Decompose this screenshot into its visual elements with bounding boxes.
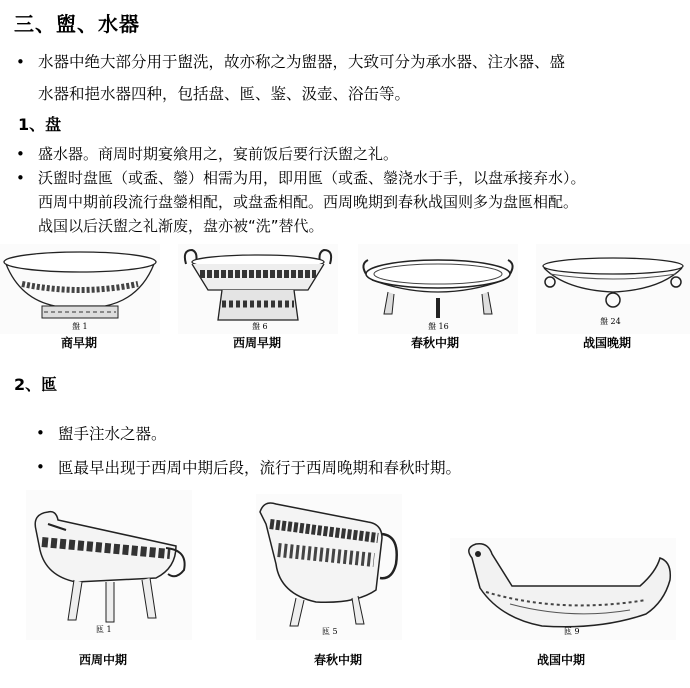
- figure-label: 盤 24: [600, 317, 621, 326]
- yi-heading: 2、匜: [14, 375, 58, 394]
- yi-bullet-1: 盥手注水之器。: [58, 425, 167, 443]
- pan-figure-2: [178, 244, 338, 334]
- yi-caption-1: 西周中期: [78, 653, 127, 667]
- bullet-dot: •: [16, 53, 25, 71]
- yi-figure-1: [26, 490, 192, 640]
- figure-label: 匜 5: [322, 627, 338, 636]
- pan-heading: 1、盘: [18, 115, 62, 134]
- yi-figure-2: [256, 494, 402, 640]
- pan-bullet-2-line-2: 西周中期前段流行盘鎣相配，或盘盉相配。西周晚期到春秋战国则多为盘匜相配。: [38, 193, 579, 211]
- yi-caption-2: 春秋中期: [313, 653, 362, 667]
- figure-label: 匜 1: [96, 625, 112, 634]
- pan-caption-4: 战国晚期: [582, 336, 631, 350]
- pan-figure-3: [358, 244, 518, 334]
- pan-bullet-2-line-1: 沃盥时盘匜（或盉、鎣）相需为用，即用匜（或盉、鎣浇水于手，以盘承接弃水）。: [38, 169, 586, 187]
- pan-caption-3: 春秋中期: [410, 336, 459, 350]
- pan-bullet-1: 盛水器。商周时期宴飨用之，宴前饭后要行沃盥之礼。: [38, 145, 399, 163]
- yi-caption-3: 战国中期: [536, 653, 585, 667]
- pan-caption-1: 商早期: [60, 336, 97, 350]
- figure-label: 盤 16: [428, 322, 449, 331]
- figure-label: 盤 1: [72, 322, 88, 331]
- bullet-dot: •: [36, 424, 45, 442]
- bullet-dot: •: [16, 145, 25, 163]
- bullet-dot: •: [16, 169, 25, 187]
- pan-figure-4: [536, 244, 690, 334]
- bullet-dot: •: [36, 458, 45, 476]
- section-title: 三、盥、水器: [14, 12, 140, 36]
- yi-figure-3: [450, 538, 676, 640]
- figure-label: 匜 9: [564, 627, 580, 636]
- pan-bullet-2-line-3: 战国以后沃盥之礼渐废，盘亦被“洗”替代。: [38, 217, 324, 235]
- intro-line-2: 水器和挹水器四种，包括盘、匜、鉴、汲壶、浴缶等。: [38, 85, 411, 103]
- figure-label: 盤 6: [252, 322, 268, 331]
- intro-line-1: 水器中绝大部分用于盥洗，故亦称之为盥器，大致可分为承水器、注水器、盛: [38, 53, 566, 71]
- yi-bullet-2: 匜最早出现于西周中期后段，流行于西周晚期和春秋时期。: [58, 459, 462, 477]
- pan-caption-2: 西周早期: [232, 336, 281, 350]
- pan-figure-1: [0, 244, 160, 334]
